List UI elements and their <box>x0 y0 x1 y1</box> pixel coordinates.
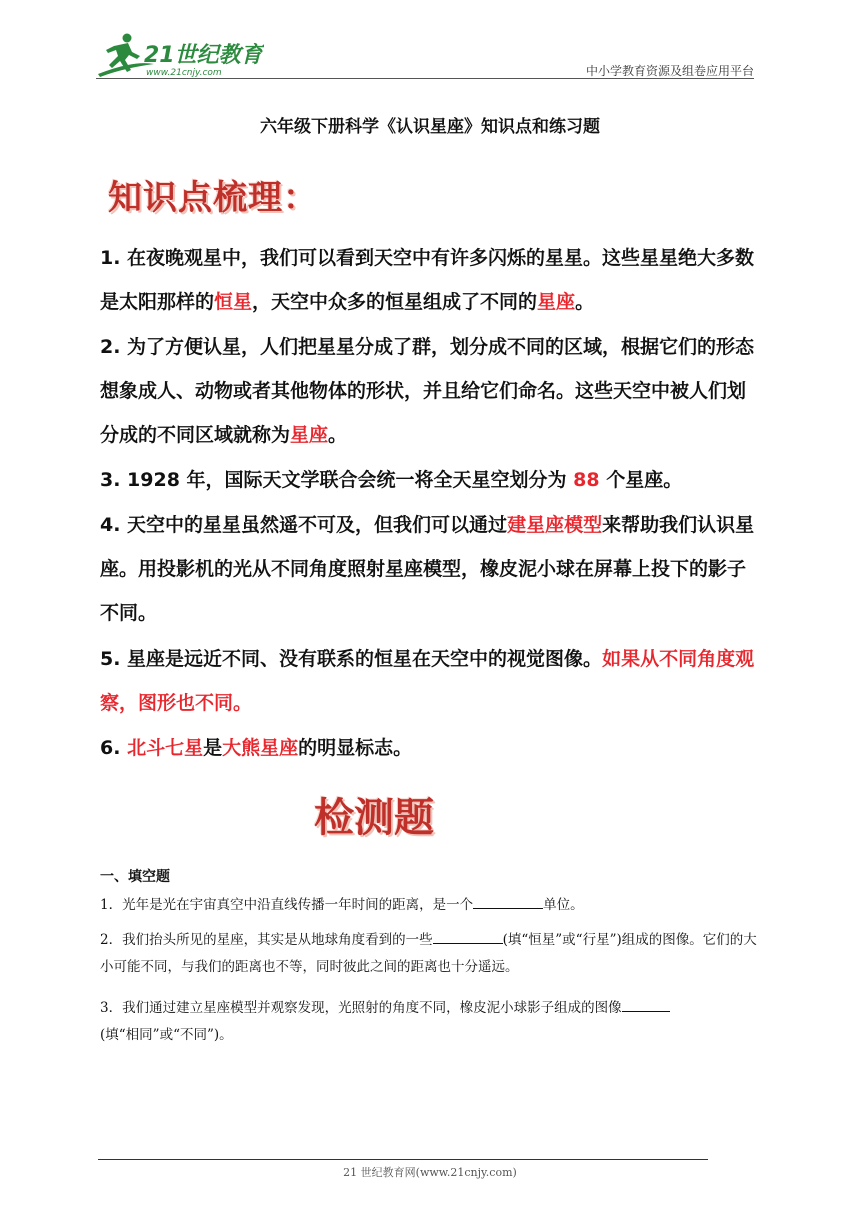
knowledge-point-4: 4. 天空中的星星虽然遥不可及，但我们可以通过建星座模型来帮助我们认识星座。用投影机的光从不同角度照射星座模型，橡皮泥小球在屏幕上投下的影子不同。 <box>100 514 755 624</box>
platform-label: 中小学教育资源及组卷应用平台 <box>585 64 754 78</box>
knowledge-point-3: 3. 1928 年，国际天文学联合会统一将全天星空划分为 88 个星座。 <box>100 469 683 491</box>
question-3: 3．我们通过建立星座模型并观察发现，光照射的角度不同，橡皮泥小球影子组成的图像 (填“相同”或“不同”)。 <box>100 995 764 1049</box>
question-2: 2．我们抬头所见的星座，其实是从地球角度看到的一些 (填“恒星”或“行星”)组成的图像。它们的大小可能不同，与我们的距离也不等，同时彼此之间的距离也十分遥远。 <box>100 927 764 981</box>
knowledge-point-5: 5. 星座是远近不同、没有联系的恒星在天空中的视觉图像。如果从不同角度观察，图形也不同。 <box>100 648 755 714</box>
fill-blank-heading: 一、填空题 <box>100 869 170 885</box>
header-divider <box>96 78 754 79</box>
logo-url: www.21cnjy.com <box>146 68 222 78</box>
test-heading: 检测题 <box>314 794 434 841</box>
document-title: 六年级下册科学《认识星座》知识点和练习题 <box>260 117 600 137</box>
knowledge-point-2: 2. 为了方便认星，人们把星星分成了群，划分成不同的区域，根据它们的形态想象成人、动物或者其他物体的形状，并且给它们命名。这些天空中被人们划分成的不同区域就称为星座。 <box>100 336 755 446</box>
logo-text: 21世纪教育 <box>144 43 263 68</box>
knowledge-heading: 知识点梳理： <box>108 178 318 218</box>
footer-divider <box>98 1159 708 1160</box>
footer-text: 21 世纪教育网(www.21cnjy.com) <box>343 1166 517 1179</box>
answer-blank-2[interactable] <box>433 929 503 944</box>
knowledge-point-1: 1. 在夜晚观星中，我们可以看到天空中有许多闪烁的星星。这些星星绝大多数是太阳那样的恒星，天空中众多的恒星组成了不同的星座。 <box>100 247 755 313</box>
question-1: 1．光年是光在宇宙真空中沿直线传播一年时间的距离，是一个 单位。 <box>100 892 764 919</box>
answer-blank-1[interactable] <box>473 894 543 909</box>
answer-blank-3[interactable] <box>622 997 670 1012</box>
site-logo <box>94 30 264 80</box>
knowledge-point-6: 6. 北斗七星是大熊星座的明显标志。 <box>100 737 413 759</box>
